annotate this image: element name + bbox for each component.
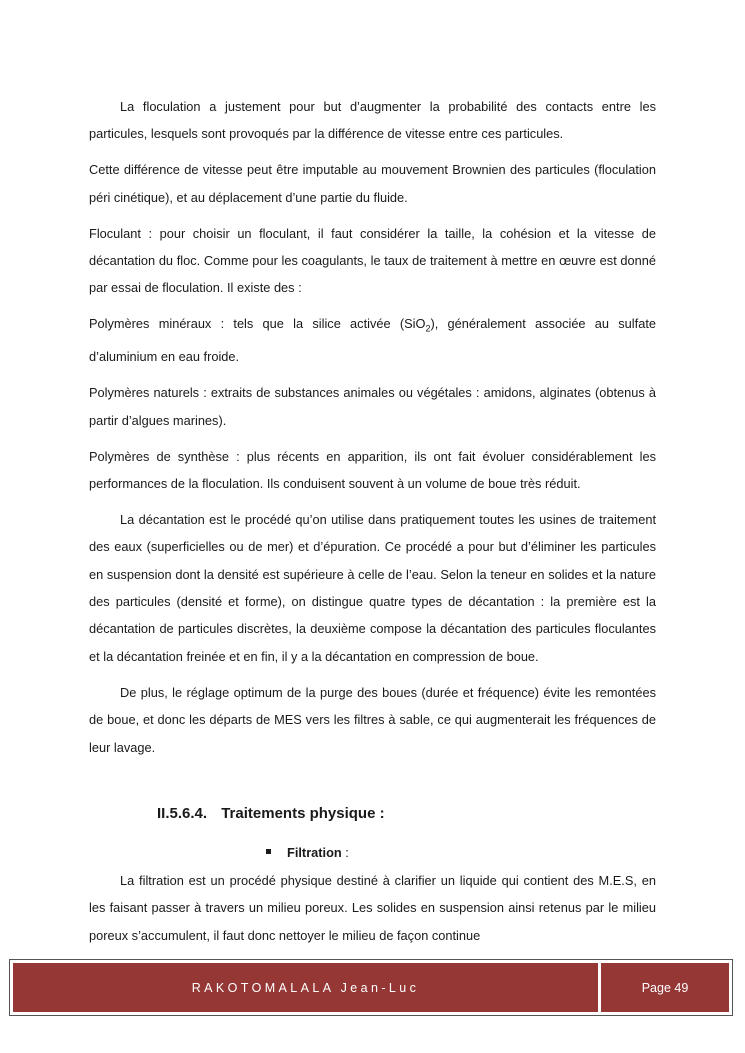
filtration-body <box>89 867 656 949</box>
paragraph-floculant: Floculant : pour choisir un floculant, il faut considérer la taille, la cohésion et la vitesse de décantation du floc. Comme pour les coagulants, le taux de traitement à mettre en œuvre est donné par essai de floculation. Il existe des : <box>89 225 656 296</box>
square-bullet-icon <box>266 849 271 854</box>
section-title: Traitements physique : <box>221 805 385 822</box>
paragraph-filtration: La filtration est un procédé physique destiné à clarifier un liquide qui contient des M.E.S, en les faisant passer à travers un milieu poreux. Les solides en suspension ainsi retenus par le milieu poreux s’accumulent, il faut donc nettoyer le milieu de façon continue <box>89 873 656 943</box>
paragraph-floculation-intro: La floculation a justement pour but d’augmenter la probabilité des contacts entre les particules, lesquels sont provoqués par la différence de vitesse entre ces particules. <box>89 99 656 142</box>
paragraph-decantation: La décantation est le procédé qu’on utilise dans pratiquement toutes les usines de traitement des eaux (superficielles ou de mer) et d’épuration. Ce procédé a pour but d’éliminer les particules en suspension dont la densité est supérieure à celle de l’eau. Selon la teneur en solides et la nature des particules (densité et forme), on distingue quatre types de décantation : la première est la décantation de particules discrètes, la deuxième compose la décantation des particules floculantes et la décantation freinée et en fin, il y a la décantation en compression de boue. <box>89 511 656 664</box>
section-heading <box>157 803 385 825</box>
mineral-text-after: ), généralement associée au sulfate d’aluminium en eau froide. <box>89 316 656 365</box>
footer-author: RAKOTOMALALA Jean-Luc <box>13 963 598 1012</box>
bullet-label: Filtration <box>287 845 342 860</box>
paragraph-polymeres-mineraux <box>89 310 656 370</box>
mineral-text-before: Polymères minéraux : tels que la silice activée (SiO <box>89 316 426 332</box>
page-footer <box>9 959 733 1016</box>
paragraph-brownien: Cette différence de vitesse peut être imputable au mouvement Brownien des particules (floculation péri cinétique), et au déplacement d’une partie du fluide. <box>89 162 656 205</box>
section-number: II.5.6.4. <box>157 805 208 822</box>
bullet-filtration <box>266 843 349 863</box>
bullet-suffix: : <box>341 845 349 860</box>
footer-page-number: Page 49 <box>601 963 729 1012</box>
paragraph-polymeres-synthese: Polymères de synthèse : plus récents en apparition, ils ont fait évoluer considérablement les performances de la floculation. Ils conduisent souvent à un volume de boue très réduit. <box>89 448 656 491</box>
body-text <box>89 93 656 769</box>
paragraph-purge-boues: De plus, le réglage optimum de la purge des boues (durée et fréquence) évite les remontées de boue, et donc les départs de MES vers les filtres à sable, ce qui augmenterait les fréquences de leur lavage. <box>89 684 656 755</box>
paragraph-polymeres-naturels: Polymères naturels : extraits de substances animales ou végétales : amidons, alginates (obtenus à partir d’algues marines). <box>89 385 656 428</box>
mineral-subscript: 2 <box>425 323 431 334</box>
